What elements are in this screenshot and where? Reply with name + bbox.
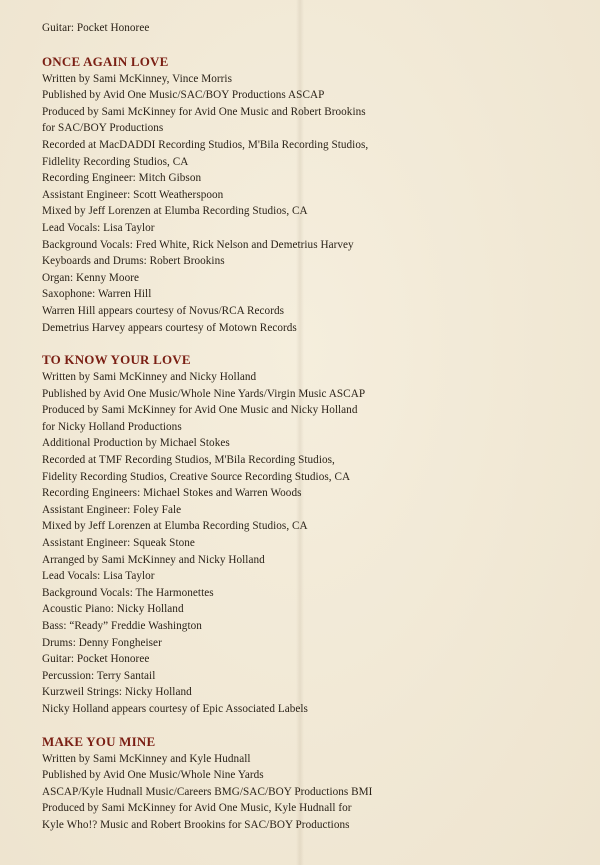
credit-line: Produced by Sami McKinney for Avid One Music and Nicky Holland (42, 404, 358, 417)
credit-line: Nicky Holland appears courtesy of Epic Associated Labels (42, 702, 308, 715)
credit-line: Assistant Engineer: Foley Fale (42, 503, 182, 516)
credit-line: Percussion: Terry Santail (42, 669, 156, 682)
liner-notes-page (42, 20, 582, 834)
credit-line: Mixed by Jeff Lorenzen at Elumba Recording Studios, CA (42, 205, 308, 218)
credit-line: Lead Vocals: Lisa Taylor (42, 570, 155, 583)
intro-credit-line: Guitar: Pocket Honoree (42, 22, 150, 34)
credit-line: Background Vocals: Fred White, Rick Nelson and Demetrius Harvey (42, 238, 354, 251)
credit-line: Lead Vocals: Lisa Taylor (42, 221, 155, 234)
credit-line: Keyboards and Drums: Robert Brookins (42, 255, 225, 268)
credit-line: Assistant Engineer: Scott Weatherspoon (42, 188, 224, 201)
credit-line: Saxophone: Warren Hill (42, 288, 152, 301)
credit-line: Recording Engineer: Mitch Gibson (42, 172, 202, 185)
credit-line: Kyle Who!? Music and Robert Brookins for SAC/BOY Productions (42, 818, 350, 831)
credit-line: Produced by Sami McKinney for Avid One Music, Kyle Hudnall for (42, 802, 352, 815)
credit-line: Organ: Kenny Moore (42, 271, 140, 284)
credit-line: Guitar: Pocket Honoree (42, 653, 150, 666)
credit-line: Kurzweil Strings: Nicky Holland (42, 686, 192, 699)
credit-line: Produced by Sami McKinney for Avid One Music and Robert Brookins (42, 105, 366, 118)
credit-line: Additional Production by Michael Stokes (42, 437, 230, 450)
credit-line: Background Vocals: The Harmonettes (42, 586, 214, 599)
credit-line: Written by Sami McKinney and Kyle Hudnall (42, 752, 251, 765)
credit-line: Recording Engineers: Michael Stokes and Warren Woods (42, 487, 302, 500)
credit-line: Demetrius Harvey appears courtesy of Motown Records (42, 321, 297, 334)
credit-line: Published by Avid One Music/Whole Nine Yards (42, 769, 264, 782)
credit-line: for SAC/BOY Productions (42, 122, 164, 135)
credit-line: Drums: Denny Fongheiser (42, 636, 162, 649)
section-to-know-your-love (42, 351, 582, 717)
song-title: MAKE YOU MINE (42, 733, 156, 749)
credit-line: ASCAP/Kyle Hudnall Music/Careers BMG/SAC/BOY Productions BMI (42, 785, 373, 798)
credit-line: Written by Sami McKinney, Vince Morris (42, 72, 232, 85)
credit-line: for Nicky Holland Productions (42, 420, 182, 433)
credit-line: Arranged by Sami McKinney and Nicky Holland (42, 553, 265, 566)
credit-line: Acoustic Piano: Nicky Holland (42, 603, 184, 616)
credit-line: Fidelity Recording Studios, Creative Source Recording Studios, CA (42, 470, 351, 483)
credit-line: Published by Avid One Music/SAC/BOY Productions ASCAP (42, 89, 325, 102)
song-title: ONCE AGAIN LOVE (42, 53, 169, 69)
credit-line: Published by Avid One Music/Whole Nine Yards/Virgin Music ASCAP (42, 387, 366, 400)
credit-line: Written by Sami McKinney and Nicky Holland (42, 371, 257, 384)
credit-line: Bass: “Ready” Freddie Washington (42, 620, 202, 632)
credit-line: Fidlelity Recording Studios, CA (42, 155, 189, 168)
song-title: TO KNOW YOUR LOVE (42, 352, 191, 368)
credit-line: Warren Hill appears courtesy of Novus/RCA Records (42, 304, 285, 317)
section-once-again-love (42, 53, 582, 337)
credit-line: Assistant Engineer: Squeak Stone (42, 537, 195, 550)
credit-line: Mixed by Jeff Lorenzen at Elumba Recording Studios, CA (42, 520, 308, 533)
section-make-you-mine (42, 733, 582, 834)
credit-line: Recorded at TMF Recording Studios, M'Bila Recording Studios, (42, 454, 335, 467)
credit-line: Recorded at MacDADDI Recording Studios, M'Bila Recording Studios, (42, 138, 369, 151)
